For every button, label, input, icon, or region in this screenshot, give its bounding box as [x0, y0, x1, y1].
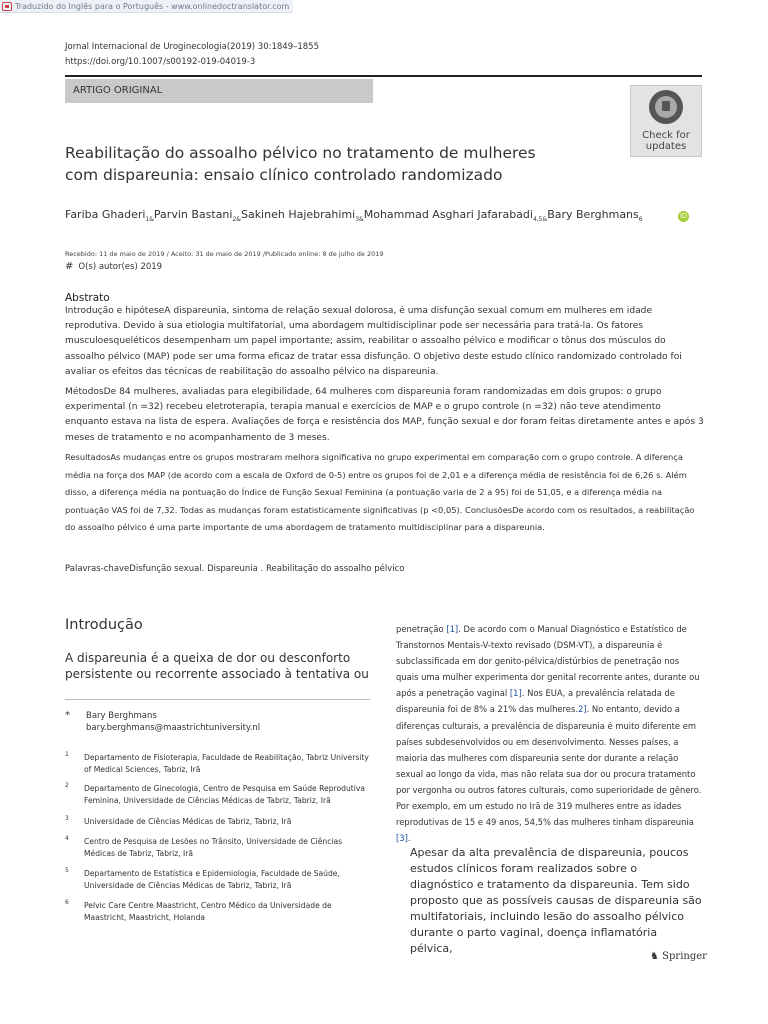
- body-text: . De acordo com o Manual Diagnóstico e Estatístico de Transtornos Mentais-V-texto revisado (DSM-VT), a dispareunia é subclassificada em dor genito-pélvica/distúrbios de penetração nos quais uma mulher experimenta dor genital recorrente antes, durante ou após a penetração vaginal: [396, 624, 700, 699]
- citation-link[interactable]: 2]: [577, 704, 587, 715]
- header-rule: [65, 75, 702, 77]
- copyright: [65, 261, 162, 272]
- translate-icon: [2, 2, 12, 11]
- correspondence-email[interactable]: bary.berghmans@maastrichtuniversity.nl: [86, 723, 261, 733]
- copyright-text: O(s) autor(es) 2019: [78, 262, 163, 272]
- author-list: [65, 208, 675, 227]
- author-affil: 3&: [355, 216, 364, 224]
- keywords: Palavras-chaveDisfunção sexual. Dispareunia . Reabilitação do assoalho pélvico: [65, 564, 405, 574]
- abstract-heading: Abstrato: [65, 292, 110, 304]
- footnote-separator: [65, 699, 370, 700]
- affiliation-number: 5: [65, 867, 69, 874]
- introduction-lead: A dispareunia é a queixa de dor ou desconforto persistente ou recorrente associado à tentativa ou: [65, 651, 369, 681]
- affiliation-text: Centro de Pesquisa de Lesões no Trânsito, Universidade de Ciências Médicas de Tabriz, Tabriz, Irã: [84, 837, 343, 858]
- publication-dates: Recebido: 11 de maio de 2019 / Aceito: 31 de maio de 2019 /Publicado online: 8 de julho de 2019: [65, 250, 384, 258]
- title-line-2: com dispareunia: ensaio clínico controlado randomizado: [65, 166, 503, 184]
- body-text: . No entanto, devido a diferenças culturais, a prevalência de dispareunia é muito diferente em países subdesenvolvidos ou em desenvolvimento. Nesses países, a maioria das mulheres com dispareunia sente dor durante a relação sexual ao longo da vida, mas não relata sua dor ou procura tratamento por vergonha ou outros fatores culturais, como superioridade de gênero. Por exemplo, em um estudo no Irã de 319 mulheres entre as idades reprodutivas de 15 e 49 anos, 54,5% das mulheres tinham dispareunia: [396, 704, 702, 828]
- body-text: Apesar da alta prevalência de dispareunia, poucos estudos clínicos foram realizados sobre o diagnóstico e tratamento da dispareunia. Tem sido proposto que as possíveis causas de dispareunia são multifatoriais, incluindo lesão do assoalho pélvico durante o parto vaginal, doença inflamatória pélvica,: [410, 846, 702, 955]
- author-affil: 6: [638, 216, 643, 224]
- abstract-results: ResultadosAs mudanças entre os grupos mostraram melhora significativa no grupo experimental em comparação com o grupo controle. A diferença média na força dos MAP (de acordo com a escala de Oxford de 0-5) entre os grupos foi de 2,01 e a diferença média de resistência foi de 6,26 s. Além disso, a diferença média na pontuação do Índice de Função Sexual Feminina (a pontuação varia de 2 a 95) foi de 51,05, e a diferença média na pontuação VAS foi de 7,32. Todas as mudanças foram estatisticamente significativas (p <0,05). ConclusõesDe acordo com os resultados, a reabilitação do assoalho pélvico é uma parte importante de uma abordagem de tratamento multidisciplinar para a dispareunia.: [65, 452, 695, 532]
- author-name[interactable]: Parvin Bastani: [153, 208, 233, 221]
- author-name[interactable]: Sakineh Hajebrahimi: [240, 208, 356, 221]
- affiliation: [65, 783, 375, 807]
- affiliation-text: Universidade de Ciências Médicas de Tabriz, Tabriz, Irã: [84, 817, 292, 826]
- copyright-symbol: #: [65, 261, 74, 272]
- affiliation-number: 3: [65, 815, 69, 822]
- title-line-1: Reabilitação do assoalho pélvico no tratamento de mulheres: [65, 144, 536, 162]
- citation-link[interactable]: [1]: [509, 688, 522, 699]
- article-type-badge: ARTIGO ORIGINAL: [65, 79, 373, 103]
- affiliation: [65, 868, 375, 892]
- affiliation-number: 2: [65, 782, 69, 789]
- citation-link[interactable]: [3]: [396, 833, 408, 844]
- introduction-heading: Introdução: [65, 617, 143, 633]
- affiliation: [65, 836, 375, 860]
- check-updates-line1: Check for: [642, 130, 690, 141]
- affiliation-number: 6: [65, 899, 69, 906]
- check-for-updates-button[interactable]: [630, 85, 702, 157]
- article-title: [65, 142, 585, 186]
- right-column-paragraph: [396, 621, 702, 846]
- body-text: penetração: [396, 624, 447, 634]
- publisher-logo: [650, 951, 707, 962]
- springer-horse-icon: ♞: [650, 951, 659, 962]
- doi-link[interactable]: https://doi.org/10.1007/s00192-019-04019-3: [65, 57, 256, 67]
- affiliation-number: 4: [65, 835, 69, 842]
- abstract-methods: MétodosDe 84 mulheres, avaliadas para elegibilidade, 64 mulheres com dispareunia foram randomizadas em dois grupos: o grupo experimental (n =32) recebeu eletroterapia, terapia manual e exercícios de MAP e o grupo controle (n =32) não teve atendimento enquanto estava na lista de espera. Avaliações de força e resistência dos MAP, função sexual e dor foram feitas diretamente antes e após 3 meses de tratamento e no acompanhamento de 3 meses.: [65, 387, 704, 443]
- right-column-paragraph-2: [396, 845, 702, 957]
- affiliation: [65, 816, 375, 828]
- author-name[interactable]: Fariba Ghaderi: [65, 208, 146, 221]
- author-name[interactable]: Mohammad Asghari Jafarabadi: [363, 208, 533, 221]
- corresponding-author-star: *: [65, 710, 70, 721]
- affiliation-text: Departamento de Fisioterapia, Faculdade de Reabilitação, Tabriz University of Medical Sciences, Tabriz, Irã: [84, 753, 369, 774]
- body-text: .: [407, 833, 411, 844]
- affiliation-text: Departamento de Ginecologia, Centro de Pesquisa em Saúde Reprodutiva Feminina, Universidade de Ciências Médicas de Tabriz, Tabriz, Irã: [84, 784, 365, 805]
- citation-link[interactable]: [1]: [446, 624, 459, 634]
- correspondence-name: Bary Berghmans: [86, 711, 157, 721]
- banner-text: Traduzido do Inglês para o Português - www.onlinedoctranslator.com: [15, 1, 290, 11]
- author-affil: 4,5&: [532, 216, 548, 224]
- translation-banner[interactable]: [0, 0, 293, 13]
- crossmark-icon: [649, 90, 683, 124]
- affiliation: [65, 900, 375, 924]
- check-updates-line2: updates: [645, 141, 687, 152]
- journal-citation: Jornal Internacional de Uroginecologia(2019) 30:1849–1855: [65, 42, 319, 52]
- author-name[interactable]: Bary Berghmans: [547, 208, 639, 221]
- author-affil: 1&: [145, 216, 154, 224]
- affiliation: [65, 752, 375, 776]
- correspondence: [65, 710, 370, 734]
- body-text: . Nos EUA, a prevalência relatada de dispareunia foi de 8% a 21% das mulheres.: [396, 688, 675, 715]
- affiliation-text: Departamento de Estatística e Epidemiologia, Faculdade de Saúde, Universidade de Ciências Médicas de Tabriz, Tabriz, Irã: [84, 869, 340, 890]
- author-affil: 2&: [232, 216, 241, 224]
- abstract-intro: Introdução e hipóteseA dispareunia, sintoma de relação sexual dolorosa, é uma disfunção sexual comum em mulheres em idade reprodutiva. Devido à sua etiologia multifatorial, uma abordagem multidisciplinar pode ser necessária para tratá-la. Os fatores musculoesqueléticos desempenham um papel importante; assim, reabilitar o assoalho pélvico e modificar o tônus dos músculos do assoalho pélvico (MAP) pode ser uma forma eficaz de tratar essa disfunção. O objetivo deste estudo clínico randomizado controlado foi avaliar os efeitos das técnicas de reabilitação do assoalho pélvico na dispareunia.: [65, 306, 682, 377]
- affiliation-text: Pelvic Care Centre Maastricht, Centro Médico da Universidade de Maastricht, Maastricht, Holanda: [84, 901, 332, 922]
- affiliation-number: 1: [65, 751, 69, 758]
- publisher-name: Springer: [662, 951, 707, 962]
- orcid-icon[interactable]: iD: [679, 212, 688, 220]
